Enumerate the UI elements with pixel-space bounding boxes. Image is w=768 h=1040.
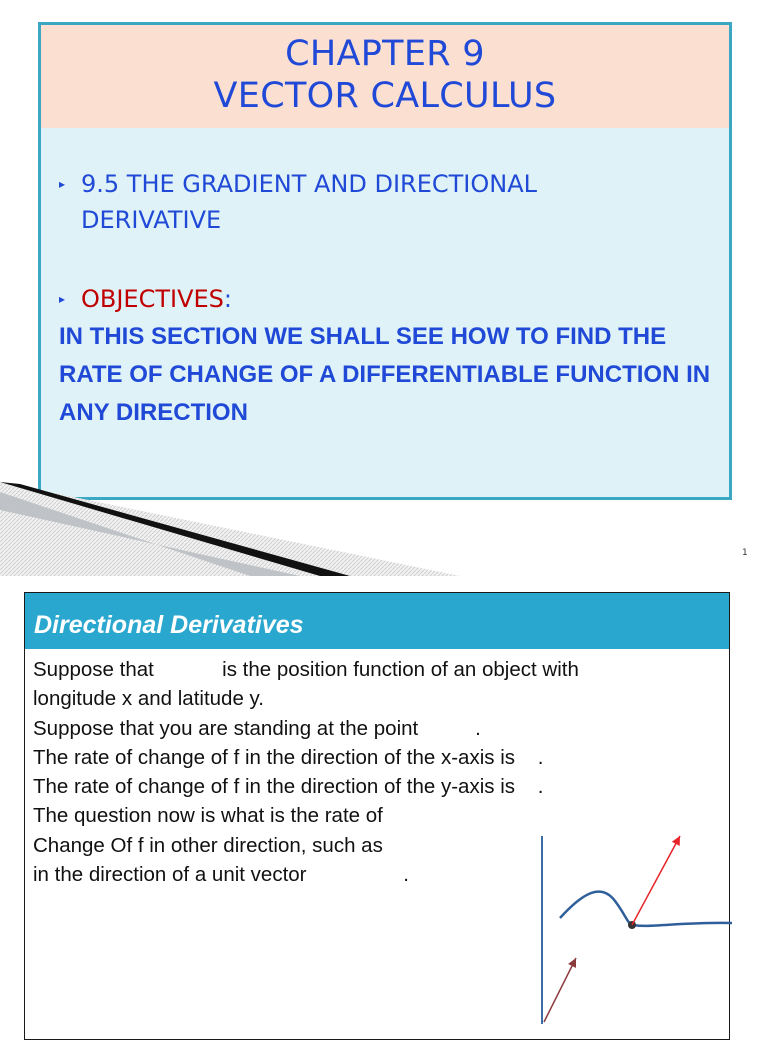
section-heading: 9.5 THE GRADIENT AND DIRECTIONAL DERIVATIVE [81,170,537,234]
decorative-wedge [0,470,460,576]
objectives-label: OBJECTIVES [81,285,224,313]
bullet-section [59,166,681,238]
chapter-subtitle: VECTOR CALCULUS [213,76,557,116]
body-line: Change Of f in other direction, such as [33,833,383,857]
unit-vector-arrow [544,958,576,1022]
section-title: Directional Derivatives [34,611,304,639]
direction-graph [510,826,740,1024]
body-line: The question now is what is the rate of [33,804,383,828]
direction-vector-arrow [632,836,680,925]
body-line: The rate of change of f in the direction of the y-axis is . [33,775,544,799]
title-box [38,22,732,131]
section-header [24,592,730,650]
triangle-bullet-icon: ▸ [59,177,66,191]
body-line: in the direction of a unit vector . [33,863,410,887]
page-number: 1 [742,548,748,558]
body-line: Suppose that you are standing at the point . [33,716,481,740]
bullet-objectives [59,281,232,317]
content-box [38,128,732,500]
chapter-title: CHAPTER 9 [285,34,485,74]
slide-directional-derivatives [0,576,768,1024]
body-line: longitude x and latitude y. [33,687,264,711]
objective-text: IN THIS SECTION WE SHALL SEE HOW TO FIND THE RATE OF CHANGE OF A DIFFERENTIABLE FUNCTION IN ANY DIRECTION [59,323,711,426]
objectives-colon: : [223,285,233,313]
function-curve [560,892,732,926]
body-line: The rate of change of f in the direction of the x-axis is . [33,745,544,769]
triangle-bullet-icon: ▸ [59,292,66,306]
body-line: Suppose that is the position function of an object with [33,658,579,681]
